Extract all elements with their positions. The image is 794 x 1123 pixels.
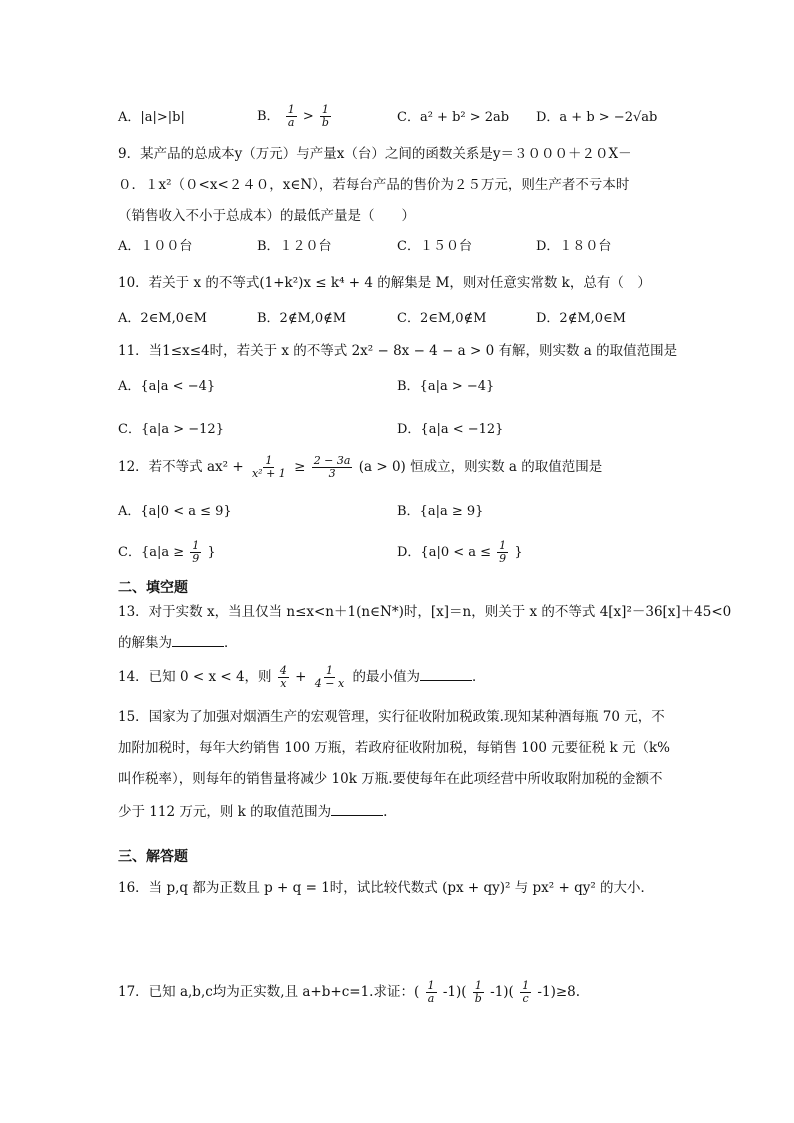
q9-option-d: D．１８０台 — [536, 239, 612, 254]
q10-option-d: D．2∉M,0∈M — [536, 311, 626, 326]
q11-option-b: B．{a|a > −4} — [397, 379, 495, 394]
q9-line-2: ０．１x²（０<x<２４０，x∈N），若每台产品的售价为２５万元，则生产者不亏本时 — [118, 177, 630, 193]
section-fill-in-heading: 二、填空题 — [118, 580, 188, 596]
q8-option-c: C．a² + b² > 2ab — [397, 110, 510, 125]
q15-line-3: 叫作税率），则每年的销售量将减少 10k 万瓶.要使每年在此项经营中所收取附加税的金额不 — [118, 771, 663, 787]
q15-line-2: 加附加税时，每年大约销售 100 万瓶，若政府征收附加税，每销售 100 元要征税 k 元（k% — [118, 740, 670, 756]
q12-stem — [118, 455, 602, 480]
q12-d-frac: $\frac{1}{9}$ — [499, 539, 507, 565]
q15-answer-blank — [331, 801, 383, 816]
q12-frac-2: $\frac{2 - 3a}{3}$ — [313, 454, 351, 480]
q12-c-frac: $\frac{1}{9}$ — [192, 539, 200, 565]
q12-stem-post: (a > 0) 恒成立，则实数 a 的取值范围是 — [358, 459, 603, 475]
q8-option-d: D．a + b > −2√ab — [536, 110, 658, 125]
q10-option-b: B．2∉M,0∉M — [257, 311, 347, 326]
q13-answer-blank — [172, 632, 224, 647]
q12-option-b: B．{a|a ≥ 9} — [397, 504, 484, 519]
q8-option-b-label: B． — [257, 109, 280, 124]
q13-line-2: 的解集为 ． — [118, 632, 238, 653]
q9-option-b: B．１２０台 — [257, 239, 332, 254]
q8-b-frac-1: $\frac{1}{a}$ — [287, 103, 295, 129]
q8-option-a: A．|a|>|b| — [118, 110, 185, 125]
q12-stem-pre: 12．若不等式 ax² + — [118, 459, 244, 475]
q10-option-c: C．2∈M,0∉M — [397, 311, 487, 326]
q8-b-gt: > — [302, 109, 314, 124]
q8-b-frac-2: $\frac{1}{b}$ — [321, 103, 329, 129]
q17-frac-c: $\frac{1}{c}$ — [522, 979, 530, 1005]
q9-option-c: C．１５０台 — [397, 239, 472, 254]
q11-option-a: A．{a|a < −4} — [118, 379, 216, 394]
section-solution-heading: 三、解答题 — [118, 849, 188, 865]
q17-frac-b: $\frac{1}{b}$ — [474, 979, 482, 1005]
q12-ge: ≥ — [294, 459, 306, 475]
q12-frac-1: $\frac{1}{\text{x² + 1}}$ — [251, 454, 286, 480]
q10-option-a: A．2∈M,0∈M — [118, 311, 207, 326]
q9-option-a: A．１００台 — [118, 239, 193, 254]
q14-frac-2: $\frac{1}{4 - x}$ — [314, 664, 345, 690]
q17-stem: 17．已知 a,b,c均为正实数,且 a+b+c=1.求证：( $\frac{1}{a}$ -1)( $\frac{1}{b}$ -1)( $\frac{1}{c}$ -1)≥8. — [118, 979, 581, 1005]
q15-line-1: 15．国家为了加强对烟酒生产的宏观管理，实行征收附加税政策.现知某种酒每瓶 70 元，不 — [118, 709, 665, 725]
q10-stem: 10．若关于 x 的不等式(1+k²)x ≤ k⁴ + 4 的解集是 M，则对任意实常数 k，总有（ ） — [118, 275, 651, 291]
q14-stem: 14．已知 0 < x < 4，则 $\frac{4}{x}$ + $\frac{1}{4 - x}$ 的最小值为 ． — [118, 664, 486, 690]
q13-line-1: 13．对于实数 x，当且仅当 n≤x<n＋1(n∈N*)时，[x]＝n，则关于 x 的不等式 4[x]²－36[x]＋45<0 — [118, 604, 732, 620]
q12-option-a: A．{a|0 < a ≤ 9} — [118, 504, 232, 519]
q11-option-c: C．{a|a > −12} — [118, 422, 224, 437]
q14-frac-1: $\frac{4}{x}$ — [279, 664, 287, 690]
q9-line-1: 9．某产品的总成本y（万元）与产量x（台）之间的函数关系是y＝３０００＋２０X－ — [118, 146, 632, 162]
q11-option-d: D．{a|a < −12} — [397, 422, 504, 437]
q12-option-d: D．{a|0 < a ≤ $\frac{1}{9}$ } — [397, 539, 523, 565]
q14-answer-blank — [420, 666, 472, 681]
q9-line-3: （销售收入不小于总成本）的最低产量是（ ） — [118, 208, 415, 224]
q8-option-b — [257, 104, 333, 129]
q12-option-c: C．{a|a ≥ $\frac{1}{9}$ } — [118, 539, 216, 565]
q15-line-4: 少于 112 万元，则 k 的取值范围为 . — [118, 801, 387, 822]
q11-stem: 11．当1≤x≤4时，若关于 x 的不等式 2x² − 8x − 4 − a > 0 有解，则实数 a 的取值范围是 — [118, 343, 678, 359]
q16-stem: 16．当 p,q 都为正数且 p + q = 1时，试比较代数式 (px + qy)² 与 px² + qy² 的大小． — [118, 880, 655, 896]
q17-frac-a: $\frac{1}{a}$ — [427, 979, 435, 1005]
